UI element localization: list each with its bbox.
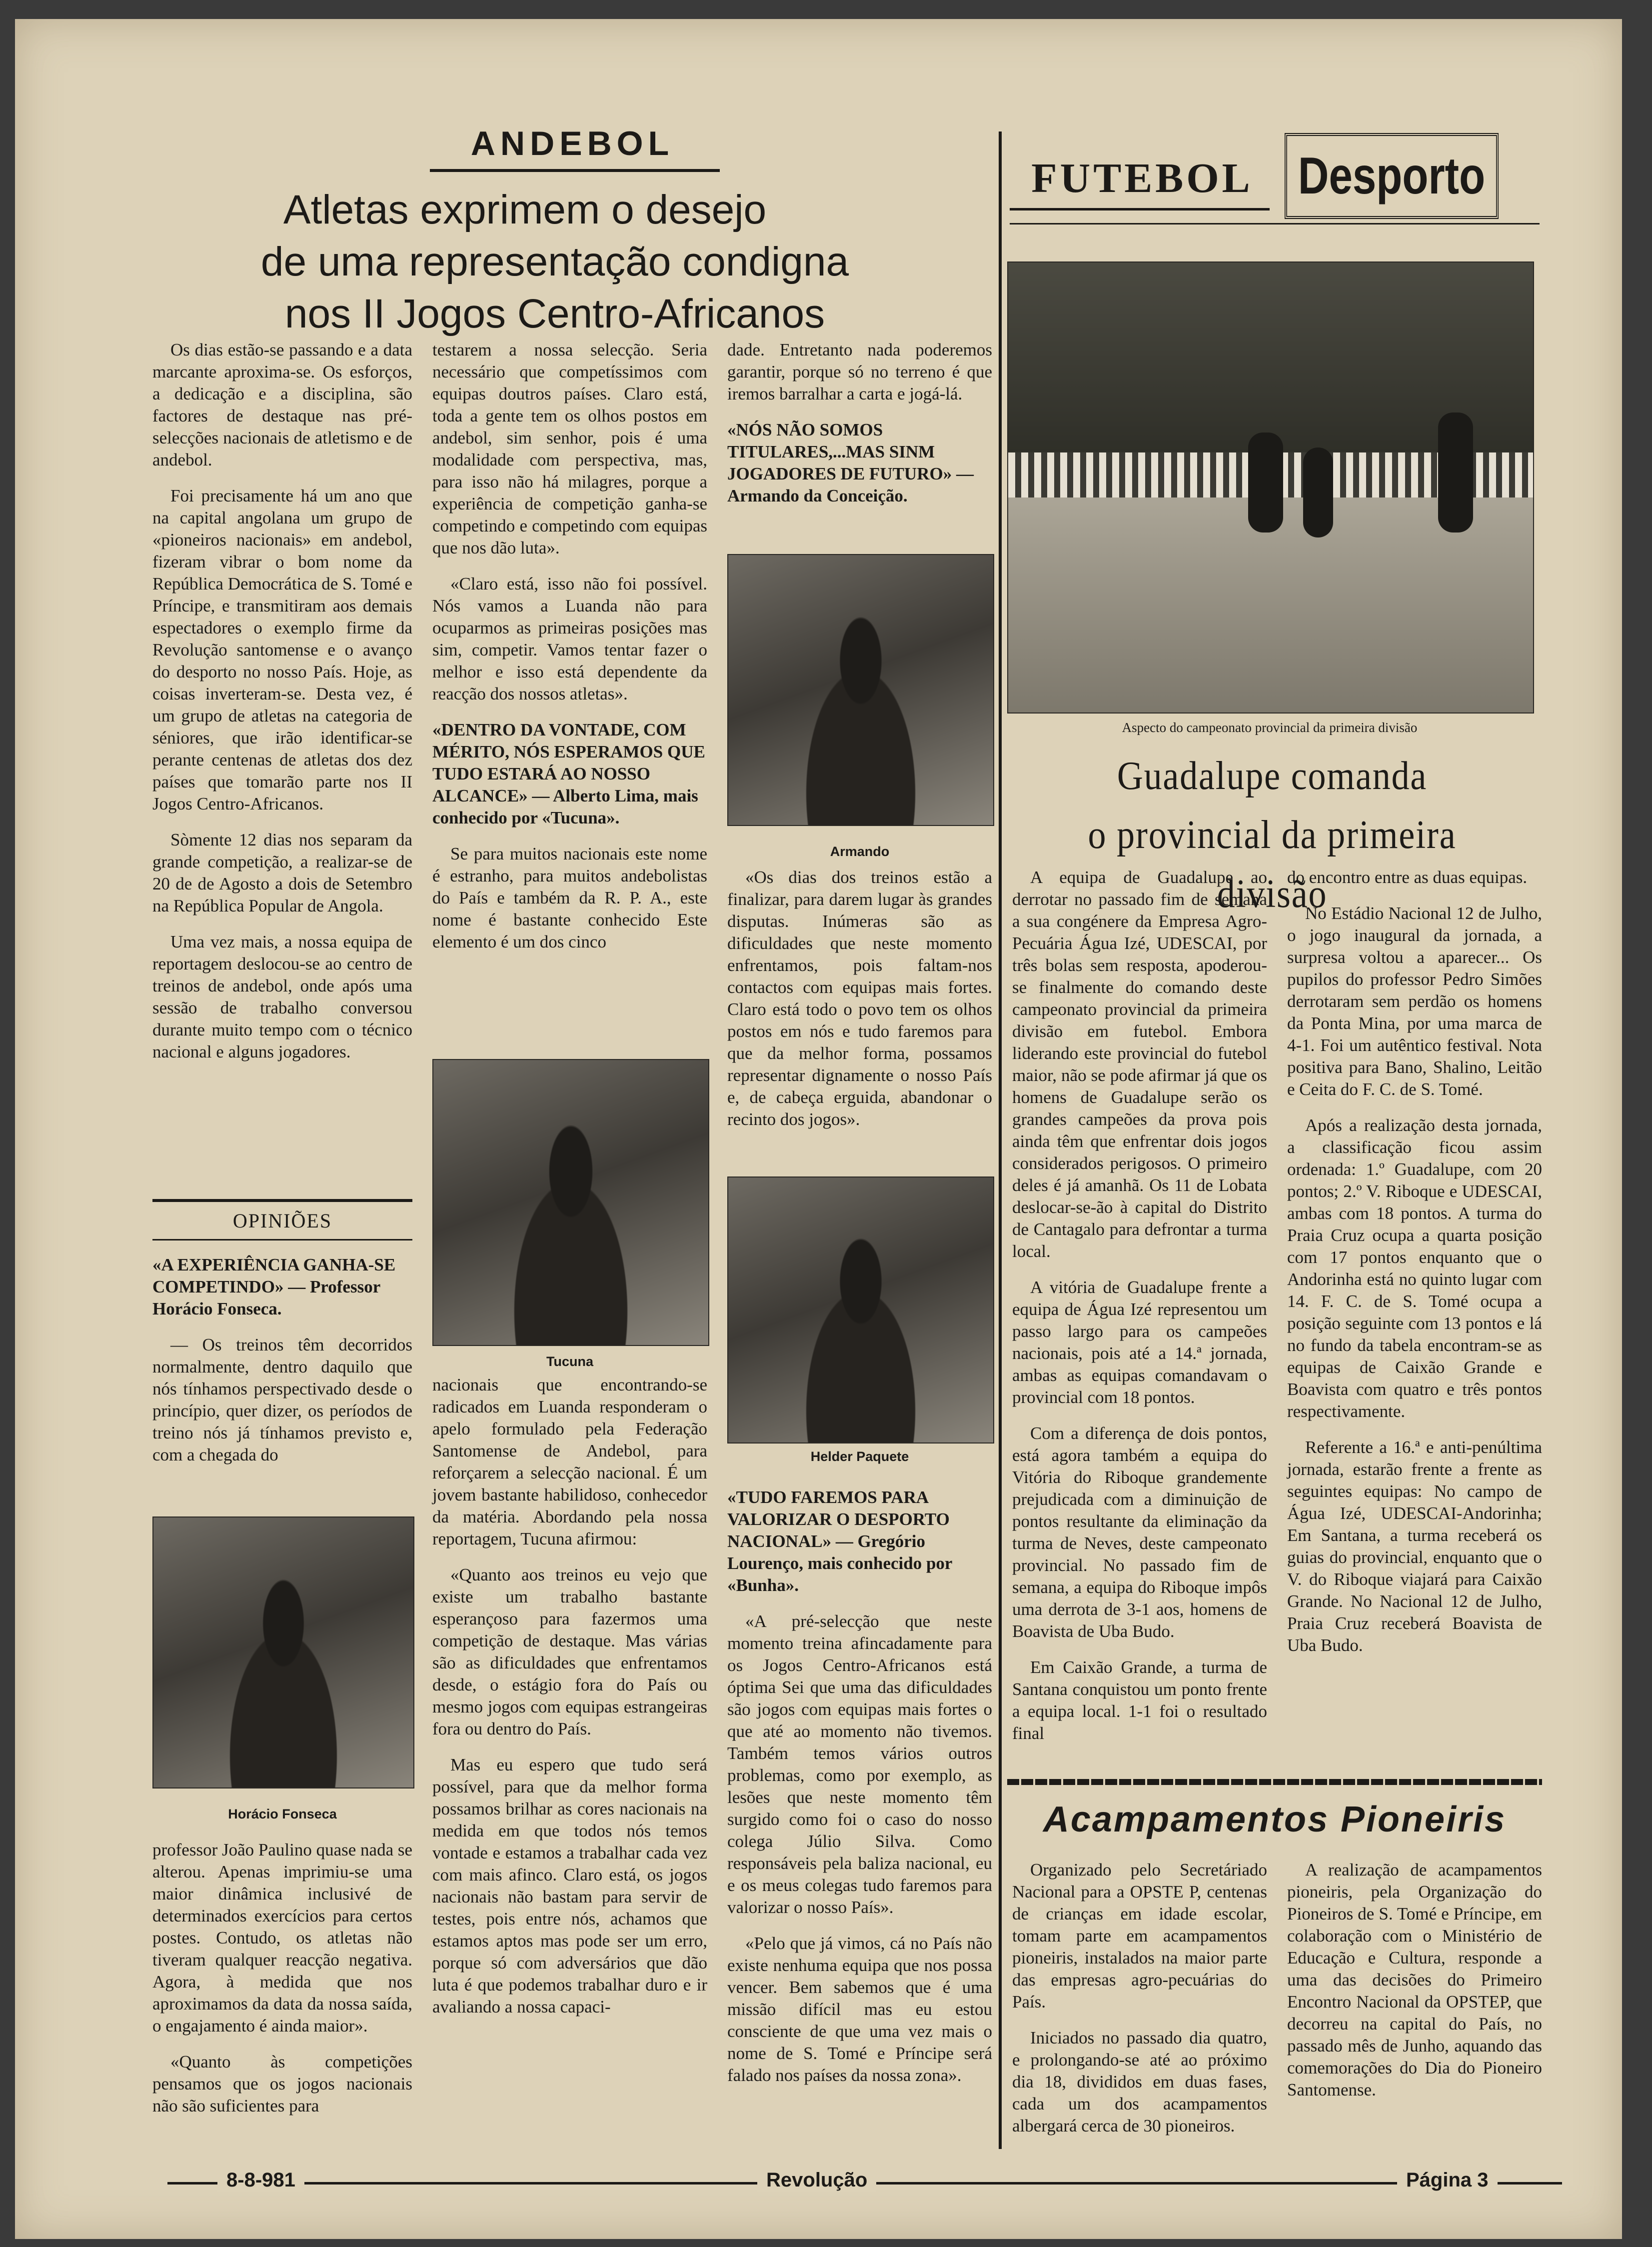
column-divider bbox=[999, 132, 1002, 2149]
paragraph: A vitória de Guadalupe frente a equipa de Água Izé representou um passo largo para os campeões nacionais, pois até a 14.ª jornada, ambas as equipas comandavam o provincial com 18 pontos. bbox=[1012, 1278, 1267, 1407]
paragraph: testarem a nossa selecção. Seria necessário que competíssimos com equipas doutros países. Claro está, toda a gente tem os olhos postos em andebol, sim senhor, pois é uma modalidade com perspectiva, mas, para isso não há milagres, porque a experiência de competição ganha-se competindo e competindo com equipas que nos dão luta». bbox=[432, 340, 707, 558]
paragraph: do encontro entre as duas equipas. bbox=[1287, 868, 1528, 887]
camp-column-1 bbox=[1012, 1859, 1267, 2151]
photo-helder-paquete bbox=[727, 1176, 994, 1444]
paragraph: «Pelo que já vimos, cá no País não existe nenhuma equipa que nos possa vencer. Bem sabemos que é uma missão difícil mas eu estou consciente de que uma vez mais o nome de S. Tomé e Príncipe será falado nos países da nossa zona». bbox=[727, 1934, 992, 2085]
paragraph: «Quanto aos treinos eu vejo que existe um trabalho bastante esperançoso para fazermos uma competição de destaque. Mas várias são as dificuldades que enfrentamos desde, o estágio fora do País ou mesmo jogos com equipas estrangeiras fora ou dentro do País. bbox=[432, 1565, 707, 1738]
camp-headline: Acampamentos Pioneiris bbox=[1043, 1800, 1507, 1840]
futebol-section-label: FUTEBOL bbox=[1031, 155, 1253, 202]
paragraph: No Estádio Nacional 12 de Julho, o jogo inaugural da jornada, a surpresa voltou a aparecer... Os pupilos do professor Pedro Simões derrotaram sem perdão os homens da Ponta Mina, por uma marca de 4-1. Foi um autêntico festival. Nota positiva para Bano, Shalino, Leitão e Ceita do F. C. de S. Tomé. bbox=[1287, 904, 1542, 1099]
paragraph: A equipa de Guadalupe ao derrotar no passado fim de semana a sua congénere da Empresa Agro-Pecuária Água Izé, UDESCAI, por três bolas sem resposta, apoderou-se finalmente do comando deste campeonato provincial da primeira divisão em futebol. Embora liderando este provincial do futebol maior, não se pode afirmar já que os homens de Guadalupe serão os grandes campeões da prova pois ainda têm que enfrentar dois jogos considerados perigosos. O primeiro deles é já amanhã. Os 11 de Lobata deslocar-se-ão à capital do Distrito de Cantagalo para defrontar a turma local. bbox=[1012, 868, 1267, 1261]
andebol-section-label: ANDEBOL bbox=[470, 124, 674, 162]
paragraph: professor João Paulino quase nada se alterou. Apenas imprimiu-se uma maior dinâmica inclusivé de determinados exercícios para certos postes. Contudo, os atletas não tiveram qualquer reacção negativa. Agora, à medida que nos aproximamos da data da nossa saída, o engajamento é ainda maior». bbox=[152, 1840, 413, 2036]
paragraph: Organizado pelo Secretáriado Nacional para a OPSTE P, centenas de crianças em idade escolar, tomam parte em acampamentos pioneiris, instalados na maior parte das empresas agro-pecuárias do País. bbox=[1012, 1860, 1267, 2012]
paragraph: «Claro está, isso não foi possível. Nós vamos a Luanda não para ocuparmos as primeiras posições mas sim, competir. Vamos tentar fazer o melhor e isso está dependente da reacção dos nossos atletas». bbox=[432, 574, 707, 704]
photo-caption: Tucuna bbox=[546, 1354, 593, 1369]
headline-line-3: nos II Jogos Centro-Africanos bbox=[284, 291, 825, 336]
paragraph: «Quanto às competições pensamos que os jogos nacionais não são suficientes para bbox=[152, 2052, 412, 2116]
banner-underline bbox=[1010, 223, 1540, 224]
paragraph: Referente a 16.ª e anti-penúltima jornada, estarão frente a frente as seguintes equipas: No campo de Água Izé, UDESCAI-Andorinha; Em Santana, a turma receberá os guias do provincial, enquanto que o V. do Riboque viajará para Caixão Grande. No Nacional 12 de Julho, Praia Cruz receberá Boavista de Uba Budo. bbox=[1287, 1438, 1542, 1655]
andebol-column-1 bbox=[152, 339, 412, 1077]
opinioes-rule-top bbox=[152, 1199, 412, 1202]
paragraph: Após a realização desta jornada, a classificação ficou assim ordenada: 1.º Guadalupe, com 20 pontos; 2.º V. Riboque e UDESCAI, ambas com 18 pontos. A turma do Praia Cruz ocupa a quarta posição com 17 pontos enquanto que o Andorinha está no quinto lugar com 14. F. C. de S. Tomé ocupa a posição seguinte com 13 pontos e lá no fundo da tabela encontram-se as equipas de Caixão Grande e Boavista com quatro e três pontos respectivamente. bbox=[1287, 1116, 1542, 1421]
headline-line-2: o provincial da primeira divisão bbox=[1088, 813, 1457, 916]
andebol-column-3 bbox=[727, 339, 992, 521]
headline-line-2: de uma representação condigna bbox=[260, 239, 849, 284]
football-photo-caption: Aspecto do campeonato provincial da primeira divisão bbox=[1122, 720, 1418, 735]
newspaper-page bbox=[15, 19, 1622, 2239]
photo-tucuna bbox=[432, 1059, 709, 1346]
photo-caption: Armando bbox=[830, 844, 890, 859]
footer-newspaper-name: Revolução bbox=[757, 2169, 876, 2192]
camp-column-2 bbox=[1287, 1859, 1542, 2115]
paragraph: Iniciados no passado dia quatro, e prolongando-se até ao próximo dia 18, divididos em duas fases, cada um dos acampamentos albergará cerca de 30 pioneiros. bbox=[1012, 2028, 1267, 2136]
futebol-underline bbox=[1010, 208, 1270, 210]
andebol-underline bbox=[430, 169, 720, 172]
opinioes-label: OPINIÕES bbox=[232, 1210, 332, 1232]
paragraph: Em Caixão Grande, a turma de Santana conquistou um ponto frente a equipa local. 1-1 foi o resultado final bbox=[1012, 1658, 1267, 1743]
player bbox=[1438, 412, 1473, 532]
paragraph: Uma vez mais, a nossa equipa de reportagem deslocou-se ao centro de treinos de andebol, onde após uma sessão de trabalho conversou durante muito tempo com o técnico nacional e alguns jogadores. bbox=[152, 932, 412, 1062]
paragraph: nacionais que encontrando-se radicados em Luanda responderam o apelo formulado pela Federação Santomense de Andebol, para reforçarem a selecção nacional. É um jovem bastante habilidoso, conhecedor da matéria. Abordando pela nossa reportagem, Tucuna afirmou: bbox=[432, 1375, 707, 1548]
andebol-column-2 bbox=[432, 339, 707, 967]
photo-horacio-fonseca bbox=[152, 1516, 414, 1788]
paragraph: Com a diferença de dois pontos, está agora também a equipa do Vitória do Riboque grandemente prejudicada com a diminuição de pontos resultante da eliminação da turma de Neves, deste campeonato provincial. No passado fim de semana, a equipa do Riboque impôs uma derrota de 3-1 aos, homens de Boavista de Uba Budo. bbox=[1012, 1424, 1267, 1641]
quote-heading: «NÓS NÃO SOMOS TITULARES,...MAS SINM JOGADORES DE FUTURO» — Armando da Conceição. bbox=[727, 420, 974, 506]
photo-armando bbox=[727, 554, 994, 826]
photo-football-match bbox=[1007, 262, 1534, 714]
andebol-column-1c bbox=[152, 1839, 412, 2131]
quote-heading: «A EXPERIÊNCIA GANHA-SE COMPETINDO» — Professor Horácio Fonseca. bbox=[152, 1255, 396, 1318]
paragraph: Sòmente 12 dias nos separam da grande competição, a realizar-se de 20 de de Agosto a dois de Setembro na República Popular de Angola. bbox=[152, 830, 412, 916]
andebol-column-3b bbox=[727, 866, 992, 1144]
desporto-banner: Desporto bbox=[1285, 133, 1499, 219]
andebol-column-2c bbox=[432, 1374, 707, 2032]
quote-heading: «TUDO FAREMOS PARA VALORIZAR O DESPORTO NACIONAL» — Gregório Lourenço, mais conhecido por «Bunha». bbox=[727, 1488, 952, 1595]
photo-caption: Helder Paquete bbox=[810, 1449, 909, 1464]
andebol-headline bbox=[165, 184, 945, 340]
headline-line-1: Atletas exprimem o desejo bbox=[283, 187, 767, 232]
futebol-column-2 bbox=[1287, 866, 1542, 1670]
opinioes-rule-bottom bbox=[152, 1239, 412, 1240]
photo-caption: Horácio Fonseca bbox=[228, 1806, 337, 1822]
footer-date: 8-8-981 bbox=[217, 2169, 304, 2192]
paragraph: Os dias estão-se passando e a data marcante aproxima-se. Os esforços, a dedicação e a disciplina, são factores de destaque nas pré-selecções nacionais de atletismo e de andebol. bbox=[152, 340, 412, 470]
paragraph: Se para muitos nacionais este nome é estranho, para muitos andebolistas do País e também da R. P. A., este nome é bastante conhecido Este elemento é um dos cinco bbox=[432, 844, 707, 952]
camp-rule bbox=[1007, 1779, 1542, 1785]
paragraph: «A pré-selecção que neste momento treina afincadamente para os Jogos Centro-Africanos está óptima Sei que uma das dificuldades são jogos com equipas mais fortes o que até ao momento não tivemos. Também temos vários outros problemas, como por exemplo, as lesões que neste momento têm surgido como foi o caso do nosso colega Júlio Silva. Como responsáveis pela baliza nacional, eu e os meus colegas tudo faremos para valorizar o nosso País». bbox=[727, 1612, 992, 1917]
quote-heading: «DENTRO DA VONTADE, COM MÉRITO, NÓS ESPERAMOS QUE TUDO ESTARÁ AO NOSSO ALCANCE» — Alberto Lima, mais conhecido por «Tucuna». bbox=[432, 720, 705, 828]
paragraph: dade. Entretanto nada poderemos garantir, porque só no terreno é que iremos barralhar a carta e jogá-lá. bbox=[727, 340, 992, 404]
paragraph: «Os dias dos treinos estão a finalizar, para darem lugar às grandes disputas. Inúmeras são as dificuldades que neste momento enfrentamos, pois faltam-nos contactos com equipas mais fortes. Claro está todo o povo tem os olhos postos em nós e tudo faremos para que da melhor forma, possamos representar dignamente o nosso País e, de cabeça erguida, abandonar o recinto dos jogos». bbox=[727, 868, 992, 1129]
andebol-column-3c bbox=[727, 1486, 992, 2100]
page-footer bbox=[167, 2169, 1562, 2199]
headline-line-1: Guadalupe comanda bbox=[1117, 754, 1428, 798]
paragraph: — Os treinos têm decorridos normalmente, dentro daquilo que nós tínhamos perspectivado desde o princípio, quer dizer, os períodos de treino nós já tínhamos previsto e, com a chegada do bbox=[152, 1335, 412, 1464]
andebol-column-1b bbox=[152, 1254, 412, 1480]
paragraph: A realização de acampamentos pioneiris, pela Organização do Pioneiros de S. Tomé e Príncipe, em colaboração com o Ministério de Educação e Cultura, responde a uma das decisões do Primeiro Encontro Nacional da OPSTEP, que decorreu na capital do País, no passado mês de Junho, aquando das comemorações do Dia do Pioneiro Santomense. bbox=[1287, 1860, 1542, 2100]
player bbox=[1303, 448, 1333, 538]
paragraph: Mas eu espero que tudo será possível, para que da melhor forma possamos brilhar as cores nacionais na medida em que todos nós temos vontade e estamos a trabalhar cada vez com mais afinco. Claro está, os jogos nacionais não bastam para servir de testes, pois entre nós, achamos que estamos aptos mas pode ser um erro, porque só com adversários que dão luta é que podemos trabalhar duro e ir avaliando a nossa capaci- bbox=[432, 1755, 707, 2016]
futebol-column-1 bbox=[1012, 866, 1267, 1758]
footer-page-number: Página 3 bbox=[1397, 2169, 1498, 2192]
paragraph: Foi precisamente há um ano que na capital angolana um grupo de «pioneiros nacionais» em andebol, fizeram vibrar o bom nome da República Democrática de S. Tomé e Príncipe, e transmitiram aos demais espectadores o exemplo firme da Revolução santomense e o avanço do desporto no nosso País. Hoje, as coisas inverteram-se. Desta vez, é um grupo de atletas na categoria de séniores, que irão identificar-se perante centenas de atletas dos dez países que tomarão parte nos II Jogos Centro-Africanos. bbox=[152, 486, 412, 814]
player bbox=[1248, 432, 1283, 532]
